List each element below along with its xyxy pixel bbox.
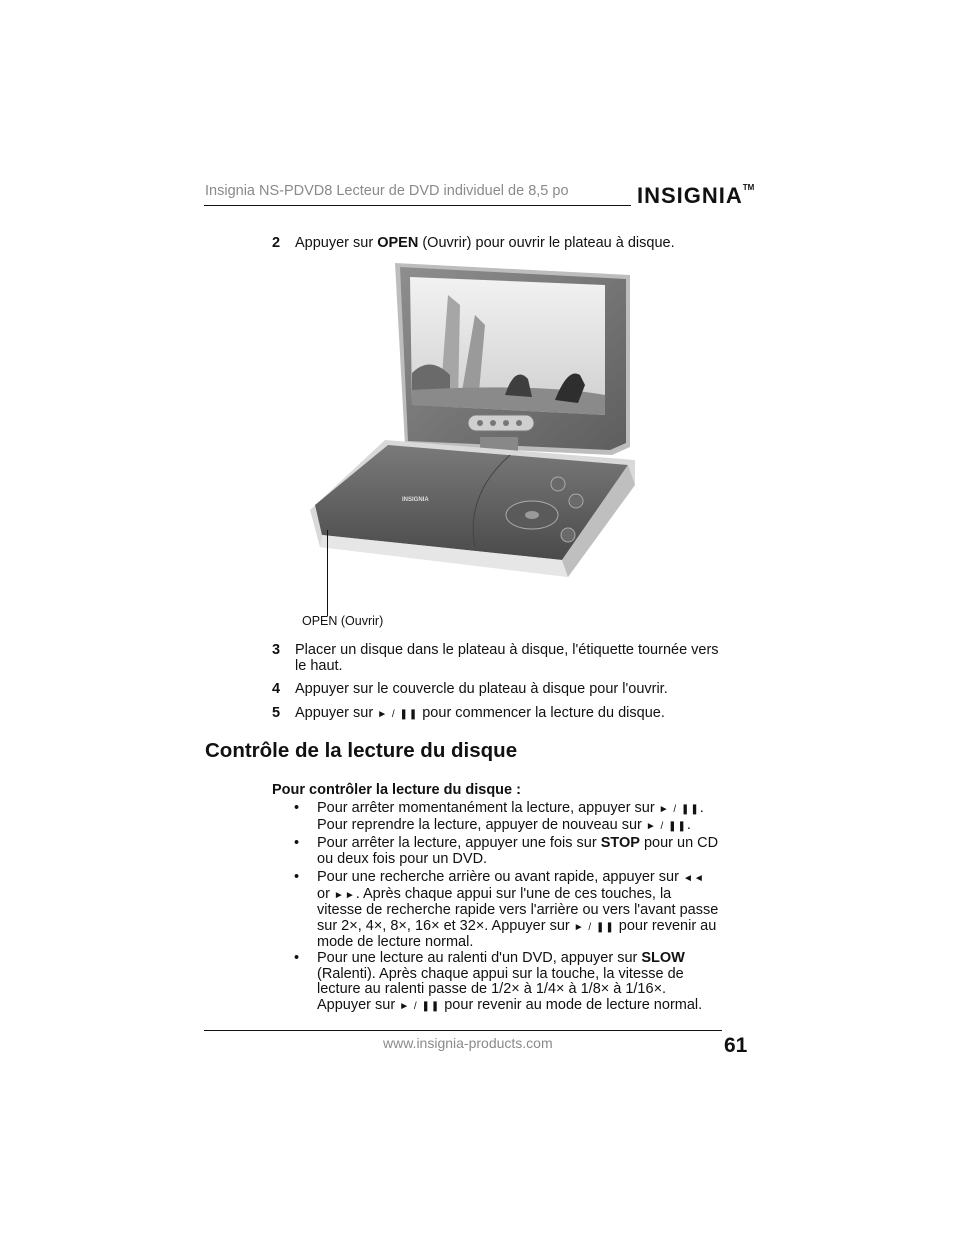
footer-url: www.insignia-products.com — [383, 1035, 553, 1051]
step-3: 3 Placer un disque dans le plateau à disque, l'étiquette tournée vers le haut. — [272, 642, 719, 674]
callout-line — [327, 530, 328, 616]
bullet-icon: • — [294, 869, 300, 885]
step-5: 5 Appuyer sur ► / ❚❚ pour commencer la lecture du disque. — [272, 705, 665, 721]
header-rule — [204, 205, 631, 206]
footer-rule — [204, 1030, 722, 1031]
device-brand-label: INSIGNIA — [402, 497, 429, 503]
running-header-title: Insignia NS-PDVD8 Lecteur de DVD individuel de 8,5 po — [205, 183, 569, 199]
callout-label-open: OPEN (Ouvrir) — [302, 614, 384, 628]
portable-dvd-player-image — [300, 255, 645, 600]
play-pause-icon: ► / ❚❚ — [645, 820, 687, 832]
section-subheading: Pour contrôler la lecture du disque : — [272, 782, 521, 798]
section-heading: Contrôle de la lecture du disque — [205, 739, 518, 762]
play-pause-icon: ► / ❚❚ — [399, 1000, 441, 1012]
page-number: 61 — [724, 1034, 748, 1057]
fast-forward-icon: ►► — [333, 889, 356, 901]
play-pause-icon: ► / ❚❚ — [377, 709, 419, 720]
bullet-icon: • — [294, 950, 300, 966]
bullet-icon: • — [294, 800, 300, 816]
rewind-icon: ◄◄ — [682, 873, 705, 884]
bullet-icon: • — [294, 835, 300, 851]
play-pause-icon: ► / ❚❚ — [573, 921, 615, 933]
brand-logo: INSIGNIA™ — [637, 183, 755, 208]
play-pause-icon: ► / ❚❚ — [658, 804, 700, 815]
step-4: 4 Appuyer sur le couvercle du plateau à disque pour l'ouvrir. — [272, 681, 668, 697]
step-2: 2 Appuyer sur OPEN (Ouvrir) pour ouvrir le plateau à disque. — [272, 235, 675, 251]
